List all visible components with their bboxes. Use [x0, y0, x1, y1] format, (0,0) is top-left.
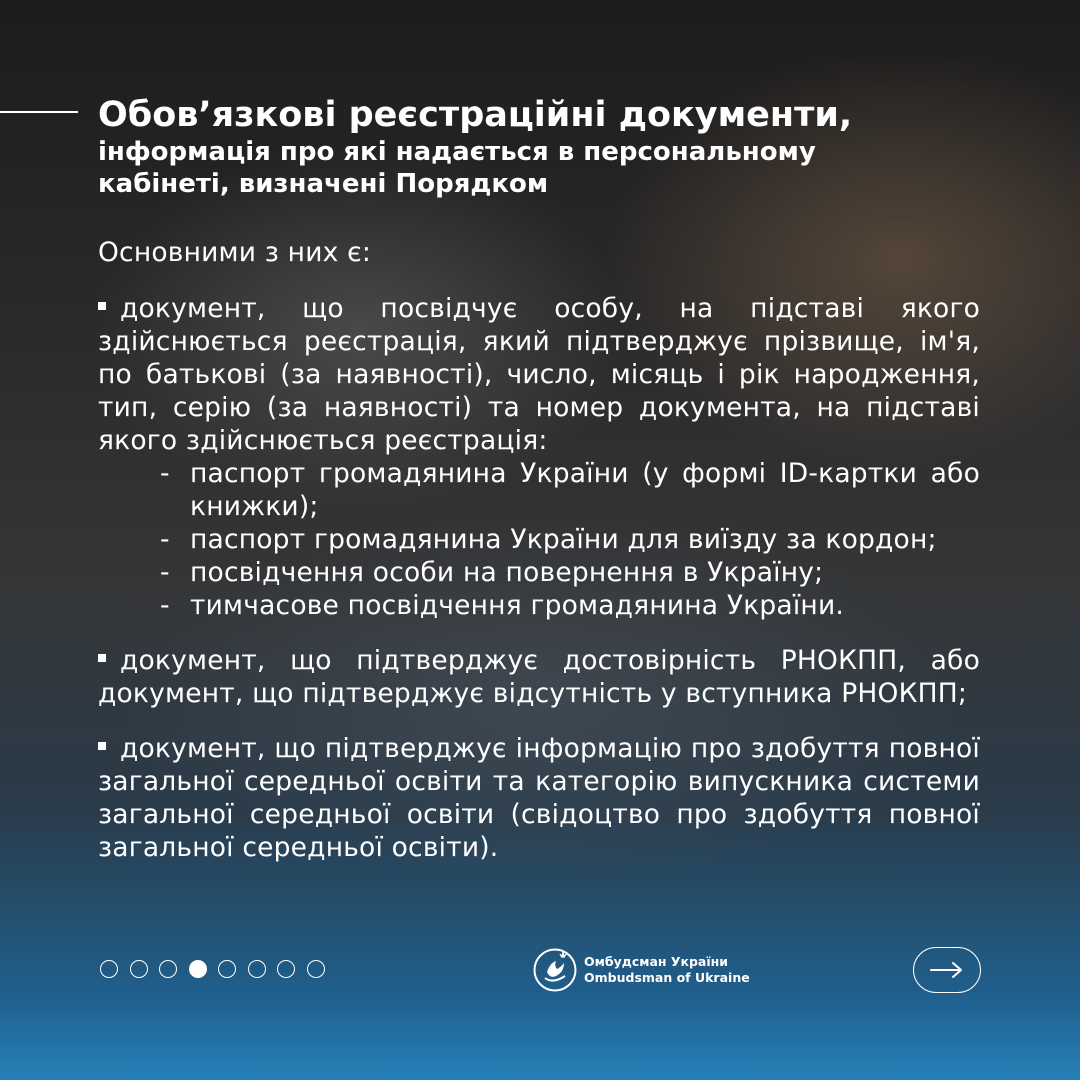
- title-line-1: Обов’язкові реєстраційні документи,: [98, 95, 853, 135]
- square-bullet-icon: [98, 742, 106, 750]
- page-title: [98, 94, 998, 200]
- sub-item-text: посвідчення особи на повернення в Україну;: [190, 557, 824, 588]
- sub-item-text: паспорт громадянина України для виїзду за кордон;: [190, 524, 937, 555]
- bullet-item: [98, 732, 980, 864]
- pagination-dot-3[interactable]: [159, 960, 177, 978]
- pagination-dot-6[interactable]: [248, 960, 266, 978]
- pagination-dot-4[interactable]: [189, 960, 207, 978]
- logo-name-en: Ombudsman of Ukraine: [584, 970, 750, 985]
- square-bullet-icon: [98, 654, 106, 662]
- bullet-text: документ, що посвідчує особу, на підставі якого здійснюється реєстрація, який підтверджує прізвище, ім'я, по батькові (за наявності), число, місяць і рік народження, тип, серію (за наявності) та номер документа, на підставі якого здійснюється реєстрація:: [98, 293, 980, 456]
- sub-list-item: [160, 589, 980, 622]
- pagination-dot-5[interactable]: [218, 960, 236, 978]
- title-line-3: кабінеті, визначені Порядком: [98, 169, 549, 199]
- title-rule: [0, 111, 78, 113]
- next-button[interactable]: [913, 947, 981, 993]
- intro-text: Основними з них є:: [98, 237, 372, 268]
- sub-item-text: паспорт громадянина України (у формі ID-картки або книжки);: [190, 458, 980, 522]
- bullet-item: [98, 644, 980, 710]
- arrow-right-icon: [930, 961, 964, 979]
- title-line-2: інформація про які надається в персональному: [98, 137, 816, 167]
- sub-item-text: тимчасове посвідчення громадянина України.: [190, 590, 845, 621]
- square-bullet-icon: [98, 302, 106, 310]
- bullet-text: документ, що підтверджує інформацію про здобуття повної загальної середньої освіти та категорію випускника системи загальної середньої освіти (свідоцтво про здобуття повної загальної середньої освіти).: [98, 733, 980, 863]
- pagination-dot-7[interactable]: [277, 960, 295, 978]
- bullet-item: [98, 292, 980, 457]
- sub-list-item: [160, 556, 980, 589]
- ombudsman-emblem-icon: [533, 948, 577, 992]
- logo-name-ua: Омбудсман України: [584, 954, 729, 969]
- pagination-dots: [100, 960, 325, 978]
- pagination-dot-8[interactable]: [307, 960, 325, 978]
- sub-list: [98, 457, 980, 622]
- dash-marker: -: [160, 590, 170, 621]
- bullet-text: документ, що підтверджує достовірність РНОКПП, або документ, що підтверджує відсутність у вступника РНОКПП;: [98, 645, 980, 709]
- ombudsman-logo: [533, 948, 750, 992]
- logo-text: [584, 954, 750, 986]
- sub-list-item: [160, 523, 980, 556]
- dash-marker: -: [160, 458, 170, 489]
- pagination-dot-1[interactable]: [100, 960, 118, 978]
- dash-marker: -: [160, 524, 170, 555]
- pagination-dot-2[interactable]: [130, 960, 148, 978]
- sub-list-item: [160, 457, 980, 523]
- content: [98, 236, 980, 864]
- dash-marker: -: [160, 557, 170, 588]
